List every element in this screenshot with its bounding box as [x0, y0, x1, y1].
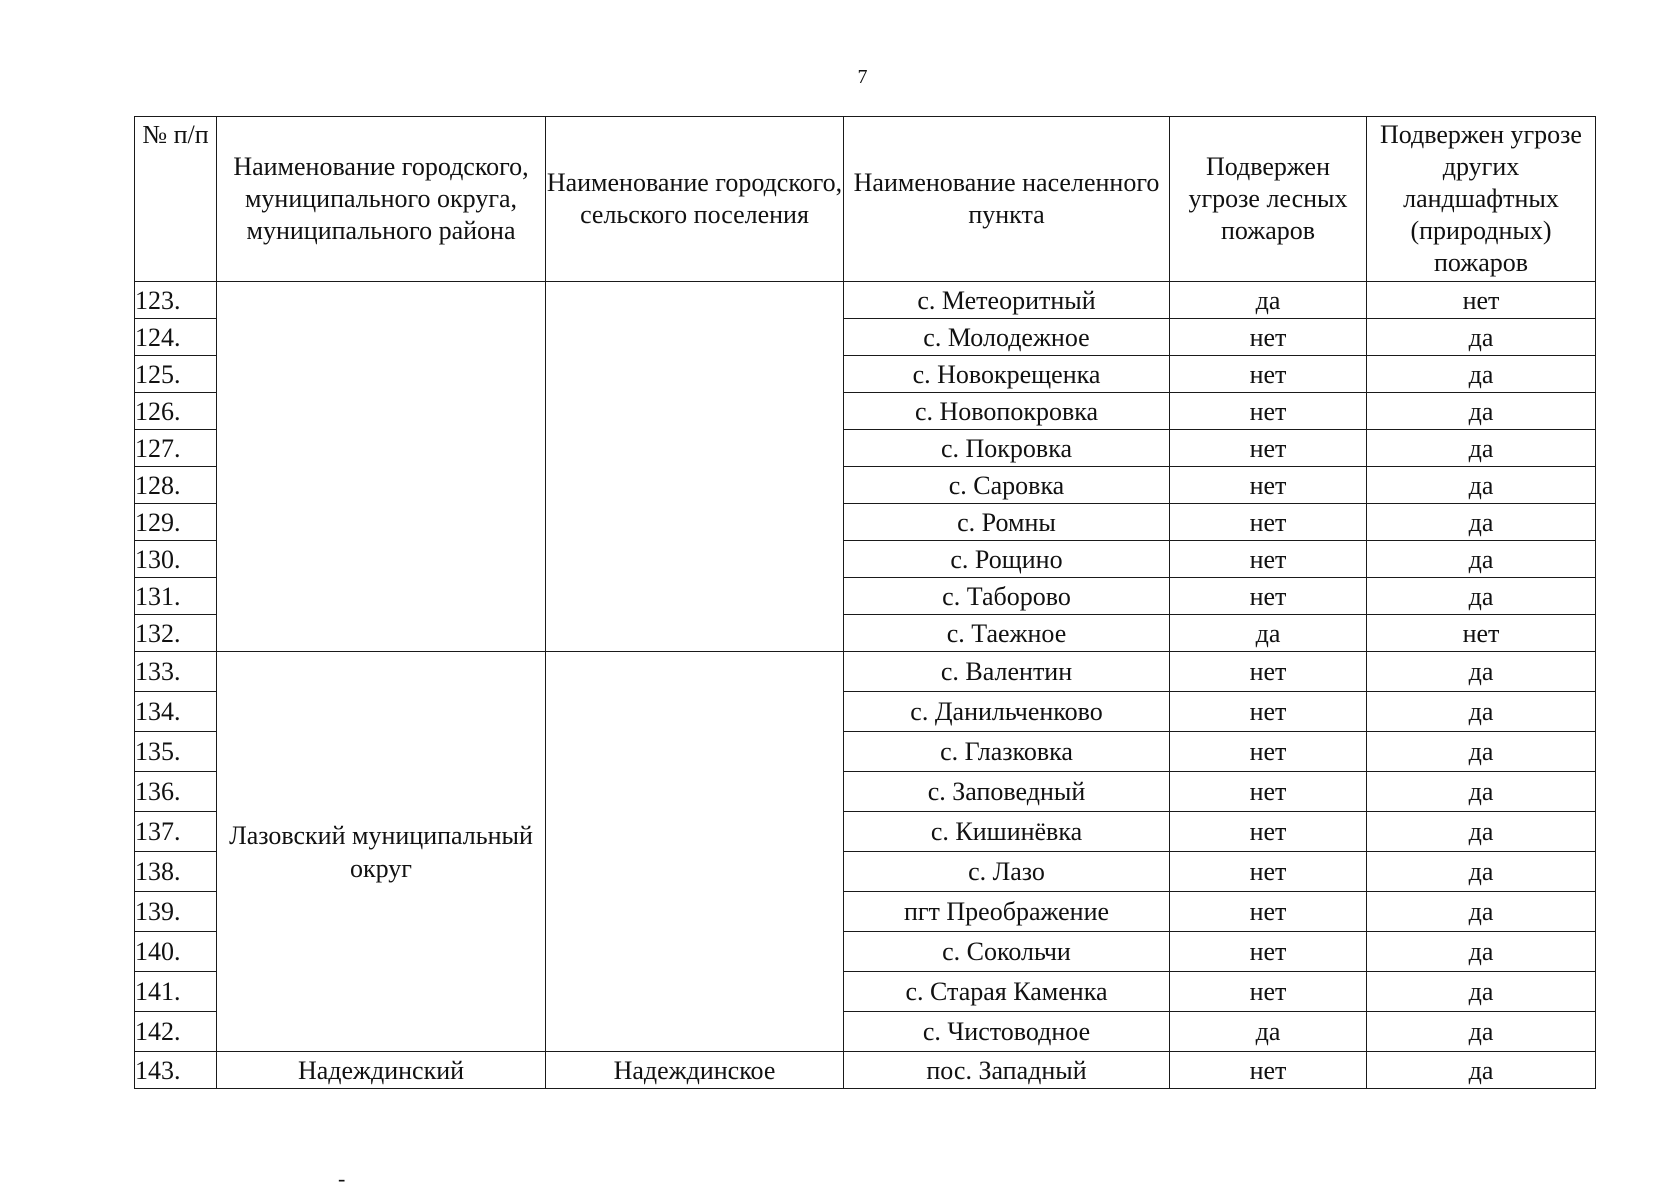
- forest-fire-risk: нет: [1170, 541, 1367, 578]
- row-number: 127.: [135, 430, 217, 467]
- settlement-cell-empty: [546, 652, 844, 1052]
- forest-fire-risk: нет: [1170, 319, 1367, 356]
- settlements-fire-risk-table: [134, 116, 1596, 1089]
- locality-name: с. Метеоритный: [844, 282, 1170, 319]
- locality-name: с. Лазо: [844, 852, 1170, 892]
- row-number: 133.: [135, 652, 217, 692]
- forest-fire-risk: нет: [1170, 892, 1367, 932]
- locality-name: с. Старая Каменка: [844, 972, 1170, 1012]
- row-number: 128.: [135, 467, 217, 504]
- row-number: 137.: [135, 812, 217, 852]
- settlement-cell-continued: [546, 282, 844, 652]
- row-number: 132.: [135, 615, 217, 652]
- header-locality: Наименование населенного пункта: [844, 117, 1170, 282]
- locality-name: с. Таборово: [844, 578, 1170, 615]
- landscape-fire-risk: да: [1367, 692, 1596, 732]
- row-number: 129.: [135, 504, 217, 541]
- row-number: 142.: [135, 1012, 217, 1052]
- locality-name: с. Валентин: [844, 652, 1170, 692]
- locality-name: с. Кишинёвка: [844, 812, 1170, 852]
- landscape-fire-risk: нет: [1367, 282, 1596, 319]
- district-name: Лазовский муниципальный округ: [217, 652, 546, 1052]
- locality-name: с. Саровка: [844, 467, 1170, 504]
- landscape-fire-risk: да: [1367, 393, 1596, 430]
- forest-fire-risk: нет: [1170, 652, 1367, 692]
- row-number: 143.: [135, 1052, 217, 1089]
- forest-fire-risk: да: [1170, 282, 1367, 319]
- table-row: [135, 1052, 1596, 1089]
- district-name: Надеждинский: [217, 1052, 546, 1089]
- forest-fire-risk: нет: [1170, 812, 1367, 852]
- forest-fire-risk: нет: [1170, 692, 1367, 732]
- forest-fire-risk: нет: [1170, 772, 1367, 812]
- landscape-fire-risk: да: [1367, 467, 1596, 504]
- header-district: Наименование городского, муниципального округа, муниципального района: [217, 117, 546, 282]
- settlement-name: Надеждинское: [546, 1052, 844, 1089]
- row-number: 138.: [135, 852, 217, 892]
- forest-fire-risk: да: [1170, 615, 1367, 652]
- locality-name: с. Таежное: [844, 615, 1170, 652]
- forest-fire-risk: нет: [1170, 504, 1367, 541]
- table-body: [135, 282, 1596, 1089]
- landscape-fire-risk: да: [1367, 932, 1596, 972]
- landscape-fire-risk: да: [1367, 356, 1596, 393]
- landscape-fire-risk: да: [1367, 812, 1596, 852]
- header-num: № п/п: [135, 117, 217, 282]
- forest-fire-risk: нет: [1170, 732, 1367, 772]
- locality-name: с. Новокрещенка: [844, 356, 1170, 393]
- locality-name: с. Глазковка: [844, 732, 1170, 772]
- header-forest-fire: Подвержен угрозе лесных пожаров: [1170, 117, 1367, 282]
- header-row: [135, 117, 1596, 282]
- forest-fire-risk: нет: [1170, 467, 1367, 504]
- row-number: 123.: [135, 282, 217, 319]
- forest-fire-risk: нет: [1170, 852, 1367, 892]
- landscape-fire-risk: да: [1367, 852, 1596, 892]
- forest-fire-risk: нет: [1170, 1052, 1367, 1089]
- table-header: [135, 117, 1596, 282]
- landscape-fire-risk: да: [1367, 892, 1596, 932]
- header-settlement: Наименование городского, сельского поселения: [546, 117, 844, 282]
- landscape-fire-risk: да: [1367, 578, 1596, 615]
- locality-name: с. Заповедный: [844, 772, 1170, 812]
- locality-name: пос. Западный: [844, 1052, 1170, 1089]
- landscape-fire-risk: да: [1367, 1012, 1596, 1052]
- row-number: 126.: [135, 393, 217, 430]
- forest-fire-risk: нет: [1170, 393, 1367, 430]
- forest-fire-risk: нет: [1170, 430, 1367, 467]
- forest-fire-risk: нет: [1170, 356, 1367, 393]
- locality-name: с. Молодежное: [844, 319, 1170, 356]
- row-number: 130.: [135, 541, 217, 578]
- row-number: 124.: [135, 319, 217, 356]
- forest-fire-risk: нет: [1170, 578, 1367, 615]
- row-number: 125.: [135, 356, 217, 393]
- locality-name: с. Сокольчи: [844, 932, 1170, 972]
- locality-name: с. Чистоводное: [844, 1012, 1170, 1052]
- row-number: 139.: [135, 892, 217, 932]
- locality-name: с. Новопокровка: [844, 393, 1170, 430]
- table-row: [135, 282, 1596, 319]
- header-landscape-fire: Подвержен угрозе других ландшафтных (природных) пожаров: [1367, 117, 1596, 282]
- row-number: 131.: [135, 578, 217, 615]
- landscape-fire-risk: да: [1367, 772, 1596, 812]
- page-number: 7: [857, 66, 868, 88]
- landscape-fire-risk: да: [1367, 430, 1596, 467]
- landscape-fire-risk: нет: [1367, 615, 1596, 652]
- row-number: 134.: [135, 692, 217, 732]
- forest-fire-risk: нет: [1170, 972, 1367, 1012]
- landscape-fire-risk: да: [1367, 652, 1596, 692]
- landscape-fire-risk: да: [1367, 972, 1596, 1012]
- forest-fire-risk: да: [1170, 1012, 1367, 1052]
- row-number: 135.: [135, 732, 217, 772]
- district-cell-continued: [217, 282, 546, 652]
- row-number: 140.: [135, 932, 217, 972]
- landscape-fire-risk: да: [1367, 732, 1596, 772]
- locality-name: с. Рощино: [844, 541, 1170, 578]
- landscape-fire-risk: да: [1367, 1052, 1596, 1089]
- table-row: [135, 652, 1596, 692]
- forest-fire-risk: нет: [1170, 932, 1367, 972]
- landscape-fire-risk: да: [1367, 541, 1596, 578]
- row-number: 141.: [135, 972, 217, 1012]
- locality-name: с. Данильченково: [844, 692, 1170, 732]
- landscape-fire-risk: да: [1367, 504, 1596, 541]
- locality-name: с. Ромны: [844, 504, 1170, 541]
- landscape-fire-risk: да: [1367, 319, 1596, 356]
- row-number: 136.: [135, 772, 217, 812]
- locality-name: с. Покровка: [844, 430, 1170, 467]
- locality-name: пгт Преображение: [844, 892, 1170, 932]
- footer-mark: -: [338, 1166, 346, 1191]
